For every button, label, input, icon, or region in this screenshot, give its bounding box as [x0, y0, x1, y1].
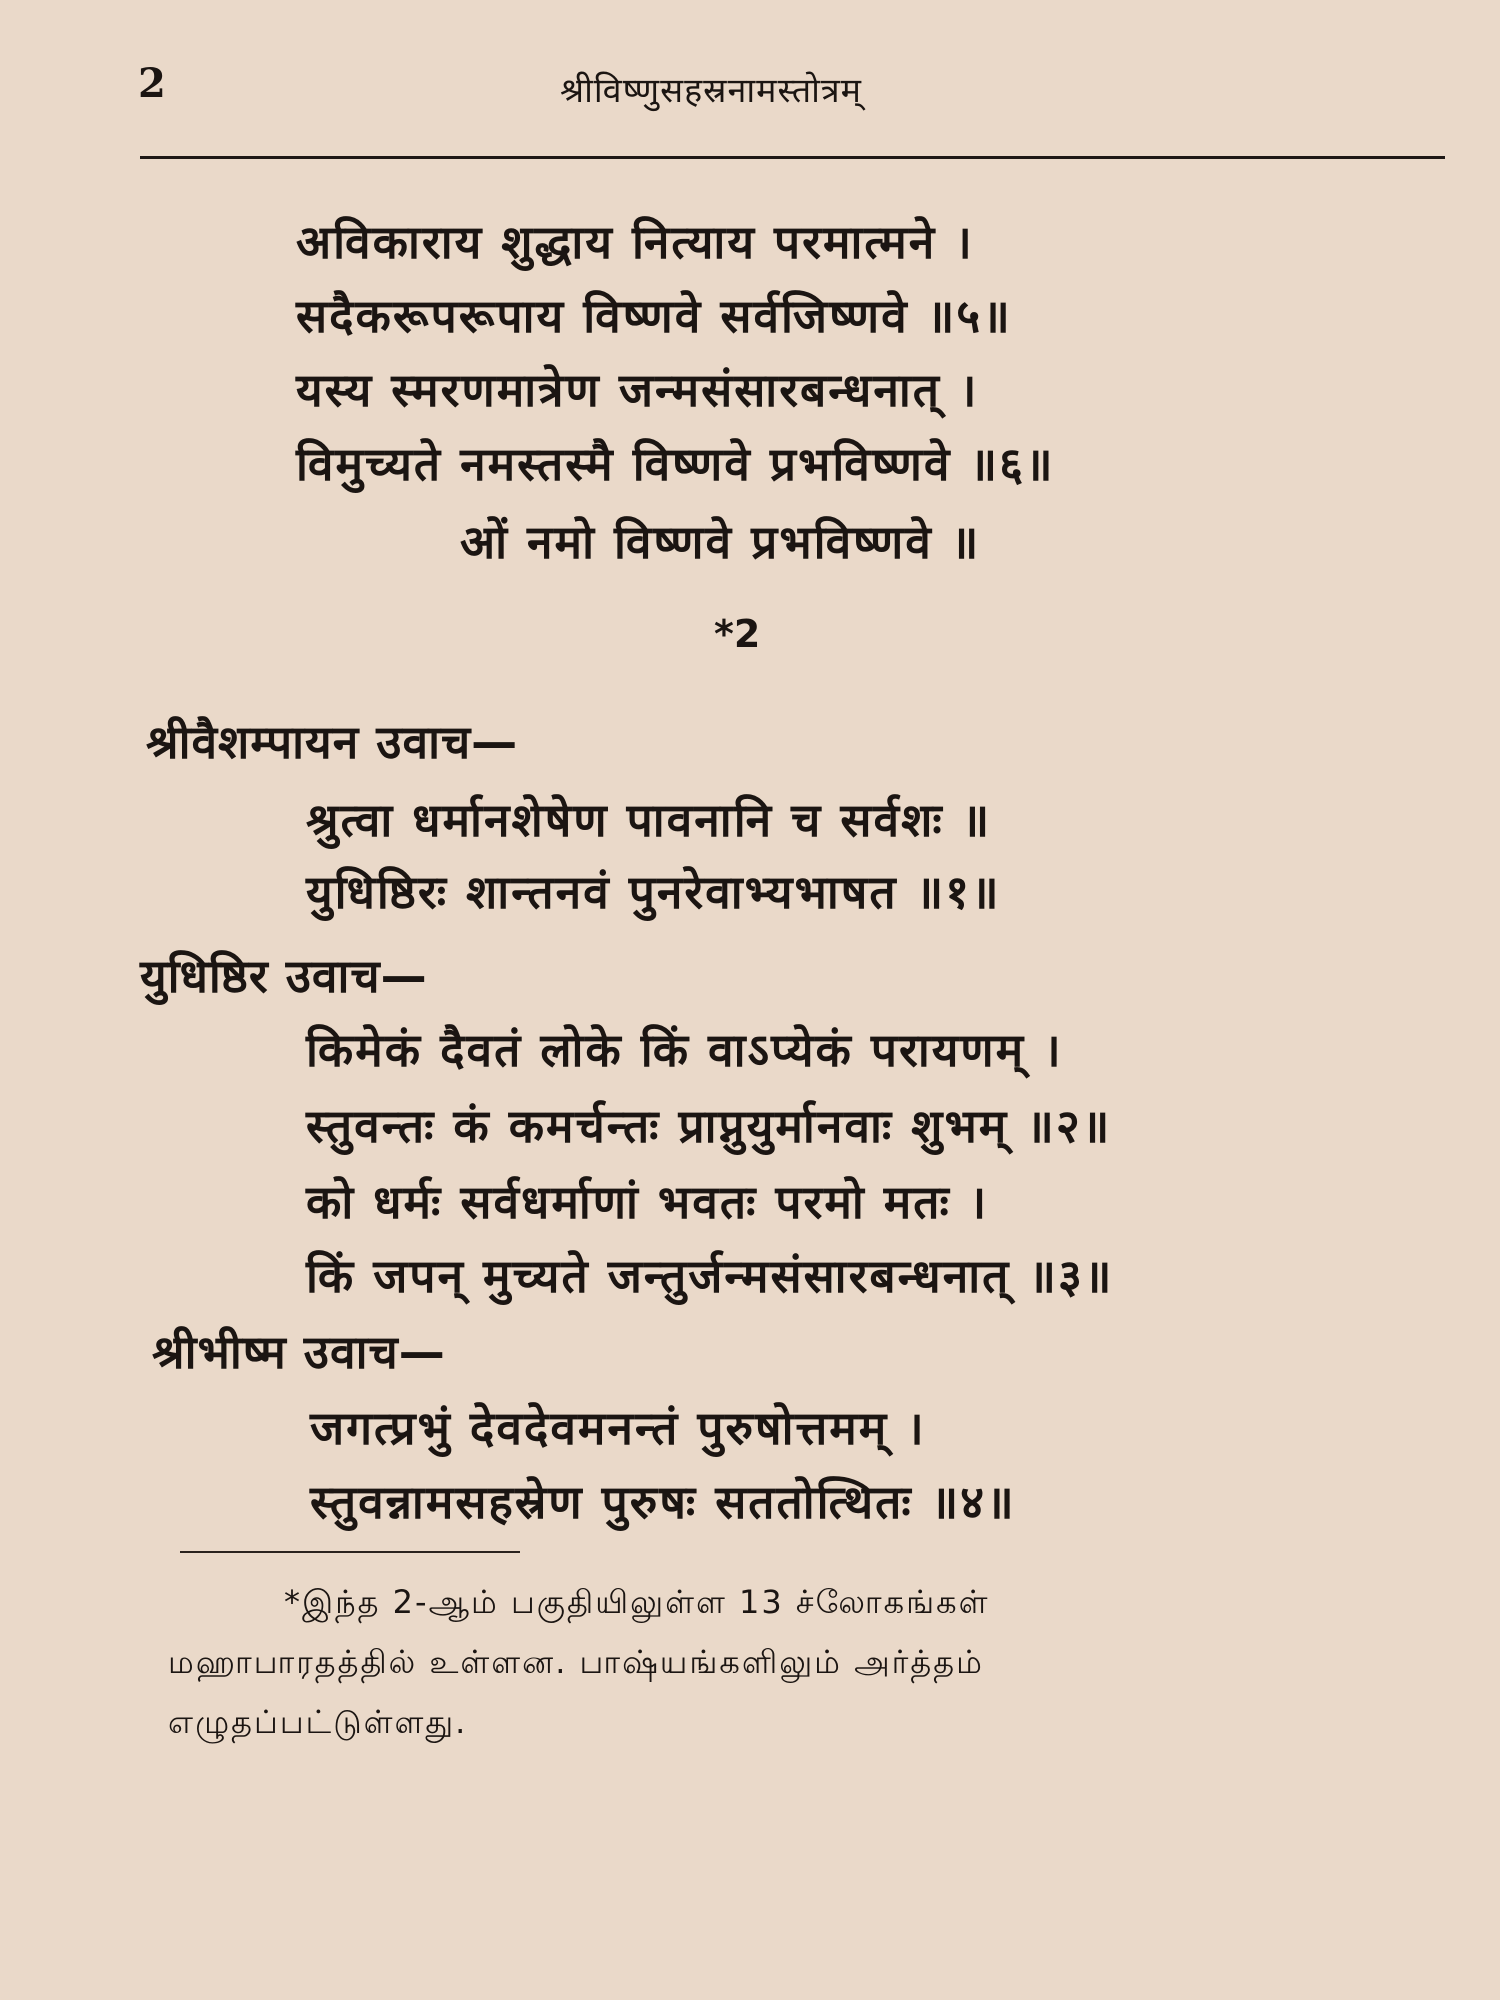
footnote-line: மஹாபாரதத்தில் உள்ளன. பாஷ்யங்களிலும் அர்த்தம்	[168, 1643, 984, 1681]
verse-line: स्तुवन्नामसहस्रेण पुरुषः सततोत्थितः ॥४॥	[310, 1475, 1016, 1529]
verse-line: किं जपन् मुच्यते जन्तुर्जन्मसंसारबन्धनात् ॥३॥	[306, 1249, 1114, 1303]
verse-line: किमेकं दैवतं लोके किं वाऽप्येकं परायणम् ।	[306, 1023, 1063, 1077]
running-title: श्रीविष्णुसहस्रनामस्तोत्रम्	[560, 71, 862, 111]
speaker-heading: श्रीभीष्म उवाच—	[152, 1325, 446, 1379]
header-rule	[140, 156, 1445, 159]
verse-line: श्रुत्वा धर्मानशेषेण पावनानि च सर्वशः ॥	[306, 793, 992, 847]
verse-line: स्तुवन्तः कं कमर्चन्तः प्राप्नुयुर्मानवाः शुभम् ॥२॥	[306, 1099, 1112, 1153]
footnote-line: *இந்த 2-ஆம் பகுதியிலுள்ள 13 ச்லோகங்கள்	[284, 1583, 990, 1621]
verse-line: युधिष्ठिरः शान्तनवं पुनरेवाभ्यभाषत ॥१॥	[306, 865, 1001, 919]
section-marker: *2	[714, 612, 761, 656]
verse-line: को धर्मः सर्वधर्माणां भवतः परमो मतः ।	[306, 1175, 989, 1229]
footnote-rule	[180, 1551, 520, 1553]
page-number: 2	[138, 60, 166, 107]
footnote	[168, 1572, 1458, 1752]
verse-line: सदैकरूपरूपाय विष्णवे सर्वजिष्णवे ॥५॥	[296, 289, 1012, 343]
speaker-heading: युधिष्ठिर उवाच—	[140, 949, 428, 1003]
verse-line: यस्य स्मरणमात्रेण जन्मसंसारबन्धनात् ।	[296, 363, 979, 417]
verse-line-invocation: ओं नमो विष्णवे प्रभविष्णवे ॥	[460, 515, 981, 569]
footnote-line: எழுதப்பட்டுள்ளது.	[168, 1703, 468, 1741]
speaker-heading: श्रीवैशम्पायन उवाच—	[146, 715, 519, 769]
verse-line: विमुच्यते नमस्तस्मै विष्णवे प्रभविष्णवे ॥६॥	[296, 437, 1055, 491]
verse-line: जगत्प्रभुं देवदेवमनन्तं पुरुषोत्तमम् ।	[310, 1401, 926, 1455]
verse-line: अविकाराय शुद्धाय नित्याय परमात्मने ।	[296, 215, 974, 269]
